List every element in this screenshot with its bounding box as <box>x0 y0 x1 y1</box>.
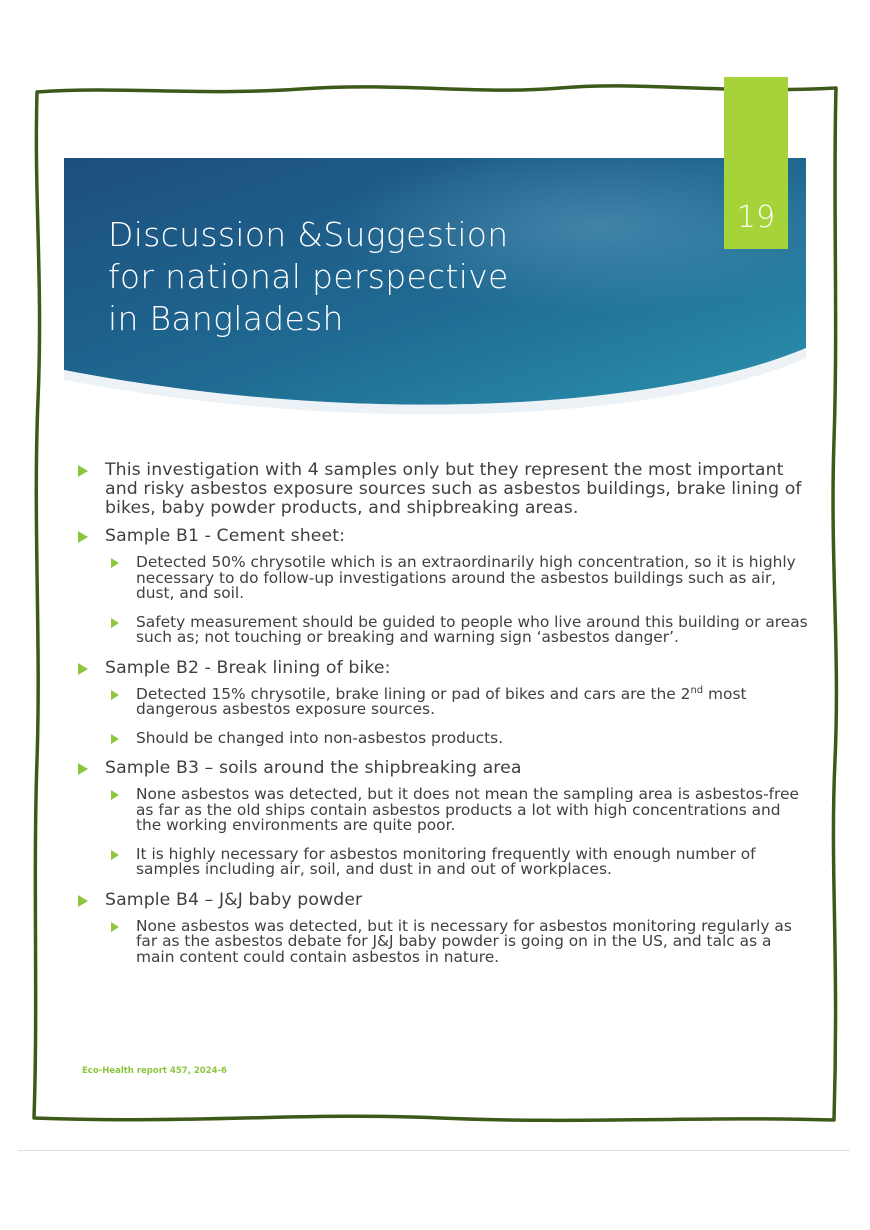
bullet-list <box>78 461 808 978</box>
page-number: 19 <box>736 200 776 235</box>
triangle-bullet-icon <box>111 734 119 744</box>
sub-bullet-item: It is highly necessary for asbestos monitoring frequently with enough number of samples including air, soil, and dust in and out of workplaces. <box>111 847 808 878</box>
title-line-1: Discussion &Suggestion <box>108 215 509 254</box>
title-line-3: in Bangladesh <box>108 299 344 338</box>
triangle-bullet-icon <box>111 618 119 628</box>
triangle-bullet-icon <box>78 531 88 543</box>
title-line-2: for national perspective <box>108 257 509 296</box>
sub-bullet-item: None asbestos was detected, but it does not mean the sampling area is asbestos-free as far as the old ships contain asbestos products a lot with high concentrations and the working environments are quite poor. <box>111 787 808 834</box>
slide-title <box>108 214 648 340</box>
bullet-item: Sample B2 - Break lining of bike: <box>78 659 808 678</box>
footer-citation: Eco-Health report 457, 2024-6 <box>82 1066 227 1076</box>
sub-bullet-item: Safety measurement should be guided to people who live around this building or areas such as; not touching or breaking and warning sign ‘asbestos danger’. <box>111 615 808 646</box>
sub-bullet-item: Detected 15% chrysotile, brake lining or pad of bikes and cars are the 2nd most dangerous asbestos exposure sources. <box>111 687 808 718</box>
triangle-bullet-icon <box>111 690 119 700</box>
triangle-bullet-icon <box>78 465 88 477</box>
triangle-bullet-icon <box>111 558 119 568</box>
bullet-item: This investigation with 4 samples only but they represent the most important and risky asbestos exposure sources such as asbestos buildings, brake lining of bikes, baby powder products, and shipbreaking areas. <box>78 461 808 518</box>
sub-bullet-item: None asbestos was detected, but it is necessary for asbestos monitoring regularly as far as the asbestos debate for J&J baby powder is going on in the US, and talc as a main content could contain asbestos in nature. <box>111 919 808 966</box>
sub-bullet-item: Should be changed into non-asbestos products. <box>111 731 808 747</box>
triangle-bullet-icon <box>78 895 88 907</box>
sub-bullet-item: Detected 50% chrysotile which is an extraordinarily high concentration, so it is highly necessary to do follow-up investigations around the asbestos buildings such as air, dust, and soil. <box>111 555 808 602</box>
bullet-item: Sample B3 – soils around the shipbreaking area <box>78 759 808 778</box>
triangle-bullet-icon <box>111 850 119 860</box>
triangle-bullet-icon <box>78 763 88 775</box>
bullet-item: Sample B1 - Cement sheet: <box>78 527 808 546</box>
triangle-bullet-icon <box>111 790 119 800</box>
bullet-item: Sample B4 – J&J baby powder <box>78 891 808 910</box>
triangle-bullet-icon <box>111 922 119 932</box>
page-divider <box>18 1150 850 1151</box>
triangle-bullet-icon <box>78 663 88 675</box>
